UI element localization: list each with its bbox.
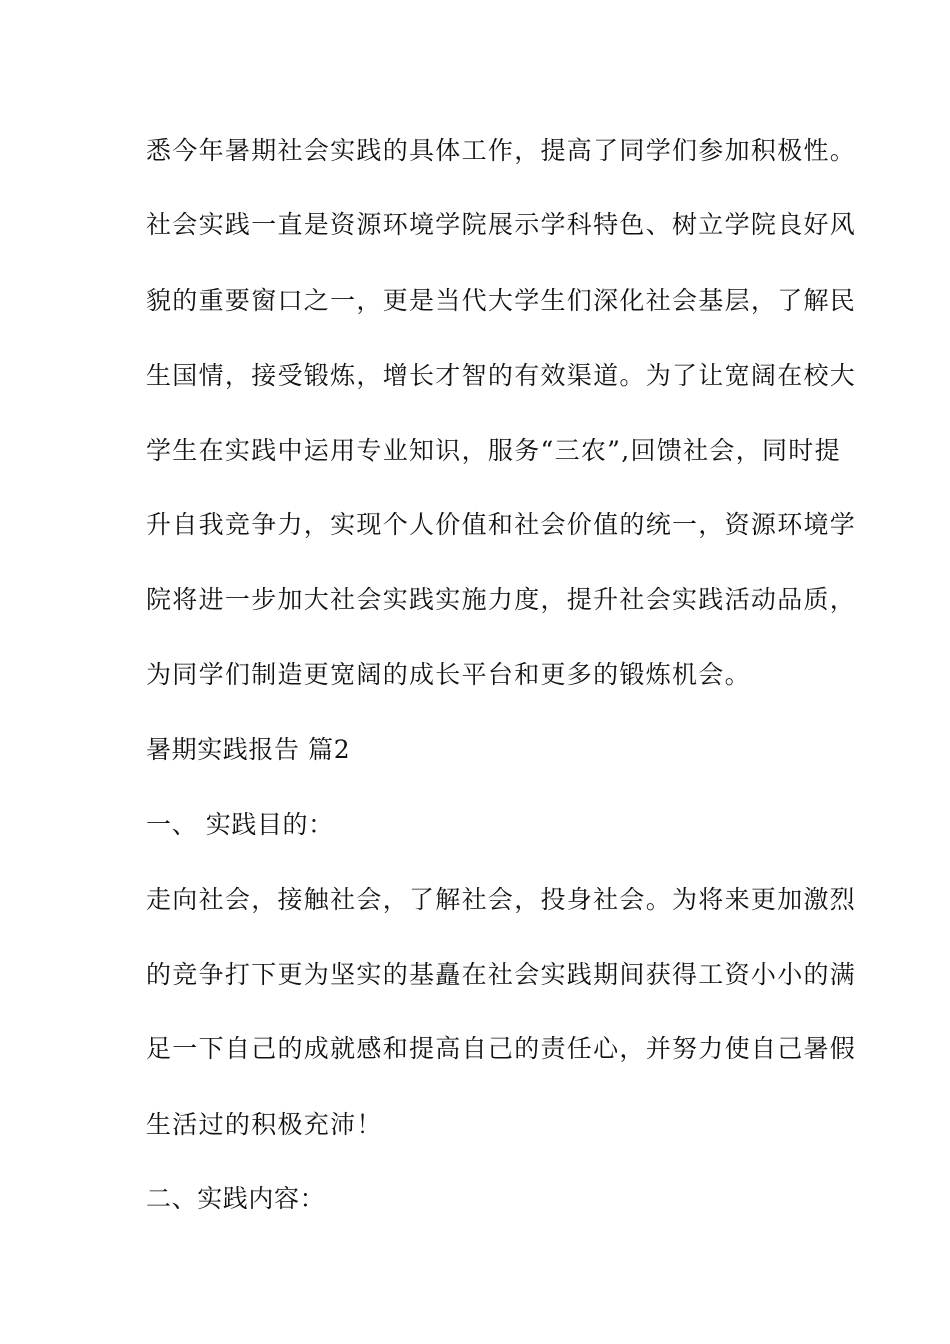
subsection-heading: 二、实践内容： (146, 1184, 326, 1213)
paragraph-line: 的竞争打下更为坚实的基矗在社会实践期间获得工资小小的满 (146, 960, 857, 989)
paragraph-line: 院将进一步加大社会实践实施力度，提升社会实践活动品质， (146, 585, 857, 614)
paragraph-line: 悉今年暑期社会实践的具体工作，提高了同学们参加积极性。 (146, 136, 857, 165)
paragraph-line: 学生在实践中运用专业知识，服务“三农”,回馈社会，同时提 (146, 436, 841, 465)
paragraph-line: 走向社会，接触社会，了解社会，投身社会。为将来更加激烈 (146, 885, 857, 914)
paragraph-line: 升自我竞争力，实现个人价值和社会价值的统一，资源环境学 (146, 510, 857, 539)
paragraph-line: 生活过的积极充沛！ (146, 1110, 383, 1139)
subsection-heading: 一、 实践目的： (146, 810, 334, 839)
section-title: 暑期实践报告 篇2 (146, 735, 351, 764)
paragraph-line: 社会实践一直是资源环境学院展示学科特色、树立学院良好风 (146, 210, 857, 239)
paragraph-line: 生国情，接受锻炼，增长才智的有效渠道。为了让宽阔在校大 (146, 361, 857, 390)
paragraph-line: 足一下自己的成就感和提高自己的责任心，并努力使自己暑假 (146, 1034, 857, 1063)
paragraph-line: 为同学们制造更宽阔的成长平台和更多的锻炼机会。 (146, 660, 751, 689)
paragraph-line: 貌的重要窗口之一，更是当代大学生们深化社会基层，了解民 (146, 286, 857, 315)
